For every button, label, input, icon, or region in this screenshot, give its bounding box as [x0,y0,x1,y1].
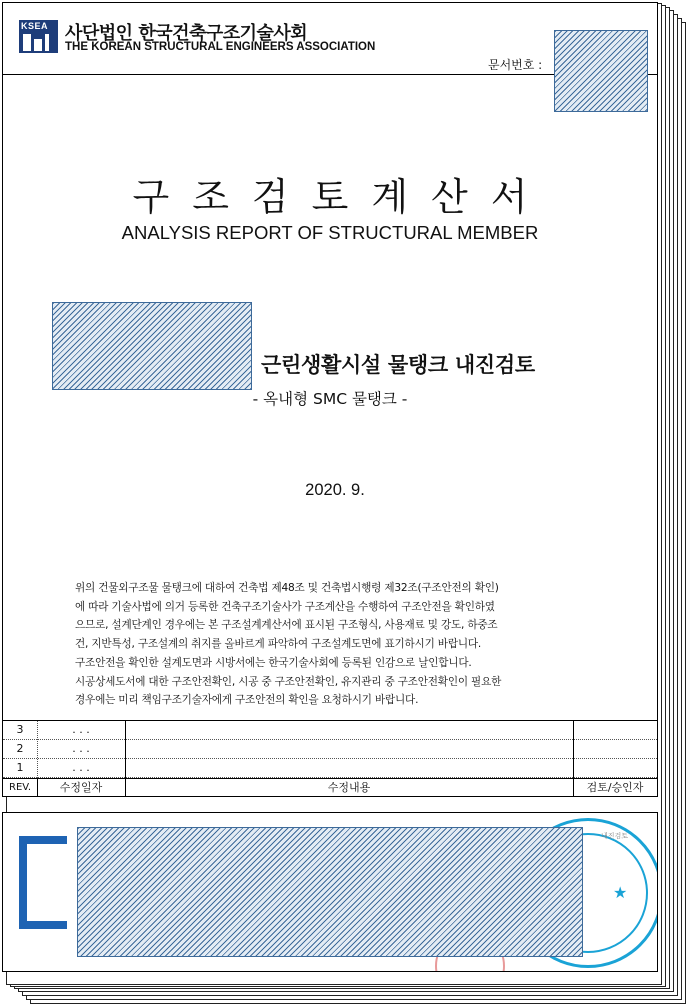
doc-number-label: 문서번호 : [488,58,543,72]
report-title-ko: 구조검토계산서 [132,175,551,219]
doc-number-redacted [554,30,648,112]
rev-number: 3 [16,723,24,736]
project-title: 근린생활시설 물탱크 내진검토 [261,353,535,377]
cover-sheet [2,2,658,797]
table-row [3,721,657,740]
rev-date: . . . [72,723,90,736]
seal-sheet [2,812,658,972]
table-divider [37,778,38,797]
header-date: 수정일자 [59,781,103,794]
logo-text: KSEA [21,21,49,31]
report-title-en: ANALYSIS REPORT OF STRUCTURAL MEMBER [121,222,539,243]
notice-line: 위의 건물외구조물 물탱크에 대하여 건축법 제48조 및 건축법시행령 제32조(구조안전의 확인) [75,582,499,594]
table-divider [573,721,574,797]
ksea-logo [19,20,58,53]
header-content: 수정내용 [327,781,371,794]
seal-text-line: 내진검토 [601,832,629,840]
project-subtitle: - 옥내형 SMC 물탱크 - [252,390,408,408]
rev-number: 1 [16,761,24,774]
org-name-en: THE KOREAN STRUCTURAL ENGINEERS ASSOCIATION [65,41,376,53]
logo-bar-icon [34,39,42,51]
revision-table [3,720,657,796]
notice-line: 경우에는 미리 책임구조기술자에게 구조안전의 확인을 요청하시기 바랍니다. [75,694,419,707]
notice-paragraph [75,579,595,710]
logo-bar-icon [23,34,31,51]
table-row [3,759,657,778]
star-icon: ★ [613,883,628,902]
header-rev: REV. [9,782,31,793]
rev-date: . . . [72,761,90,774]
engineer-info-redacted [77,827,583,957]
bracket-logo-icon [19,836,67,929]
notice-line: 시공상세도서에 대한 구조안전확인, 시공 중 구조안전확인, 유지관리 중 구조안전확인이 필요한 [75,675,502,688]
org-name-ko: 사단법인 한국건축구조기술사회 [65,23,308,44]
rev-number: 2 [16,742,24,755]
table-divider [37,721,38,778]
report-date: 2020. 9. [305,481,365,499]
notice-line: 으므로, 설계단계인 경우에는 본 구조설계계산서에 표시된 구조형식, 사용재료 및 강도, 하중조 [75,619,498,632]
table-header-row [3,778,657,797]
seal-side-text [601,829,628,844]
project-name-redacted [52,302,252,390]
notice-line: 건, 지반특성, 구조설계의 취지를 올바르게 파악하여 구조설계도면에 표기하시기 바랍니다. [75,638,482,651]
header-approver: 검토/승인자 [586,781,644,794]
table-row [3,740,657,759]
logo-bar-icon [45,34,49,51]
notice-line: 구조안전을 확인한 설계도면과 시방서에는 한국기술사회에 등록된 인감으로 날인합니다. [75,656,472,669]
table-divider [125,721,126,797]
notice-line: 에 따라 기술사법에 의거 등록한 건축구조기술사가 구조계산을 수행하여 구조안전을 확인하였 [75,600,495,613]
rev-date: . . . [72,742,90,755]
